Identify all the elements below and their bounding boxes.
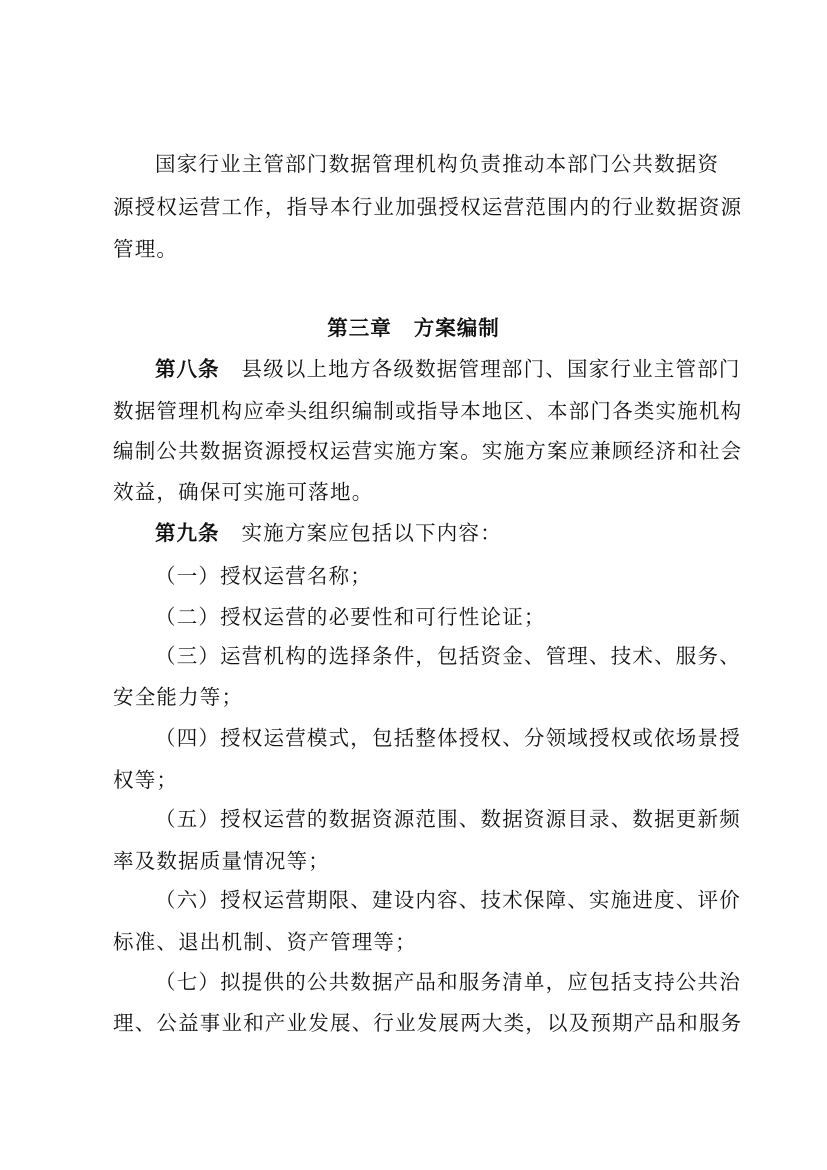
intro-line-3: 管理。 bbox=[113, 237, 179, 261]
article9-text: 实施方案应包括以下内容： bbox=[241, 521, 502, 545]
article9-item-5-line-1: （五）授权运营的数据资源范围、数据资源目录、数据更新频 bbox=[155, 807, 741, 831]
article9-item-2: （二）授权运营的必要性和可行性论证； bbox=[155, 605, 546, 629]
article8-line-1 bbox=[155, 354, 741, 384]
article9-item-7-line-2: 理、公益事业和产业发展、行业发展两大类，以及预期产品和服务 bbox=[113, 1011, 743, 1035]
article9-item-7-line-1: （七）拟提供的公共数据产品和服务清单，应包括支持公共治 bbox=[155, 970, 741, 994]
article9-item-4-line-2: 权等； bbox=[113, 768, 179, 792]
article9-item-3-line-2: 安全能力等； bbox=[113, 685, 244, 709]
article9-line-1 bbox=[155, 518, 715, 548]
intro-line-2: 源授权运营工作，指导本行业加强授权运营范围内的行业数据资源 bbox=[113, 195, 743, 219]
article9-item-3-line-1: （三）运营机构的选择条件，包括资金、管理、技术、服务、 bbox=[155, 644, 741, 668]
article8-text-1: 县级以上地方各级数据管理部门、国家行业主管部门 bbox=[241, 357, 741, 381]
article9-item-6-line-2: 标准、退出机制、资产管理等； bbox=[113, 930, 417, 954]
article9-item-6-line-1: （六）授权运营期限、建设内容、技术保障、实施进度、评价 bbox=[155, 888, 741, 912]
article8-line-3: 编制公共数据资源授权运营实施方案。实施方案应兼顾经济和社会 bbox=[113, 439, 743, 463]
intro-line-1: 国家行业主管部门数据管理机构负责推动本部门公共数据资 bbox=[155, 152, 720, 176]
article9-item-5-line-2: 率及数据质量情况等； bbox=[113, 849, 330, 873]
article8-line-4: 效益，确保可实施可落地。 bbox=[113, 480, 374, 504]
article9-label: 第九条 bbox=[155, 521, 220, 545]
article9-item-1: （一）授权运营名称； bbox=[155, 564, 372, 588]
chapter-heading bbox=[0, 313, 827, 343]
chapter-number: 第三章 bbox=[327, 316, 392, 340]
chapter-title: 方案编制 bbox=[413, 316, 500, 340]
article8-line-2: 数据管理机构应牵头组织编制或指导本地区、本部门各类实施机构 bbox=[113, 399, 743, 423]
article9-item-4-line-1: （四）授权运营模式，包括整体授权、分领域授权或依场景授 bbox=[155, 726, 741, 750]
article8-label: 第八条 bbox=[155, 357, 220, 381]
